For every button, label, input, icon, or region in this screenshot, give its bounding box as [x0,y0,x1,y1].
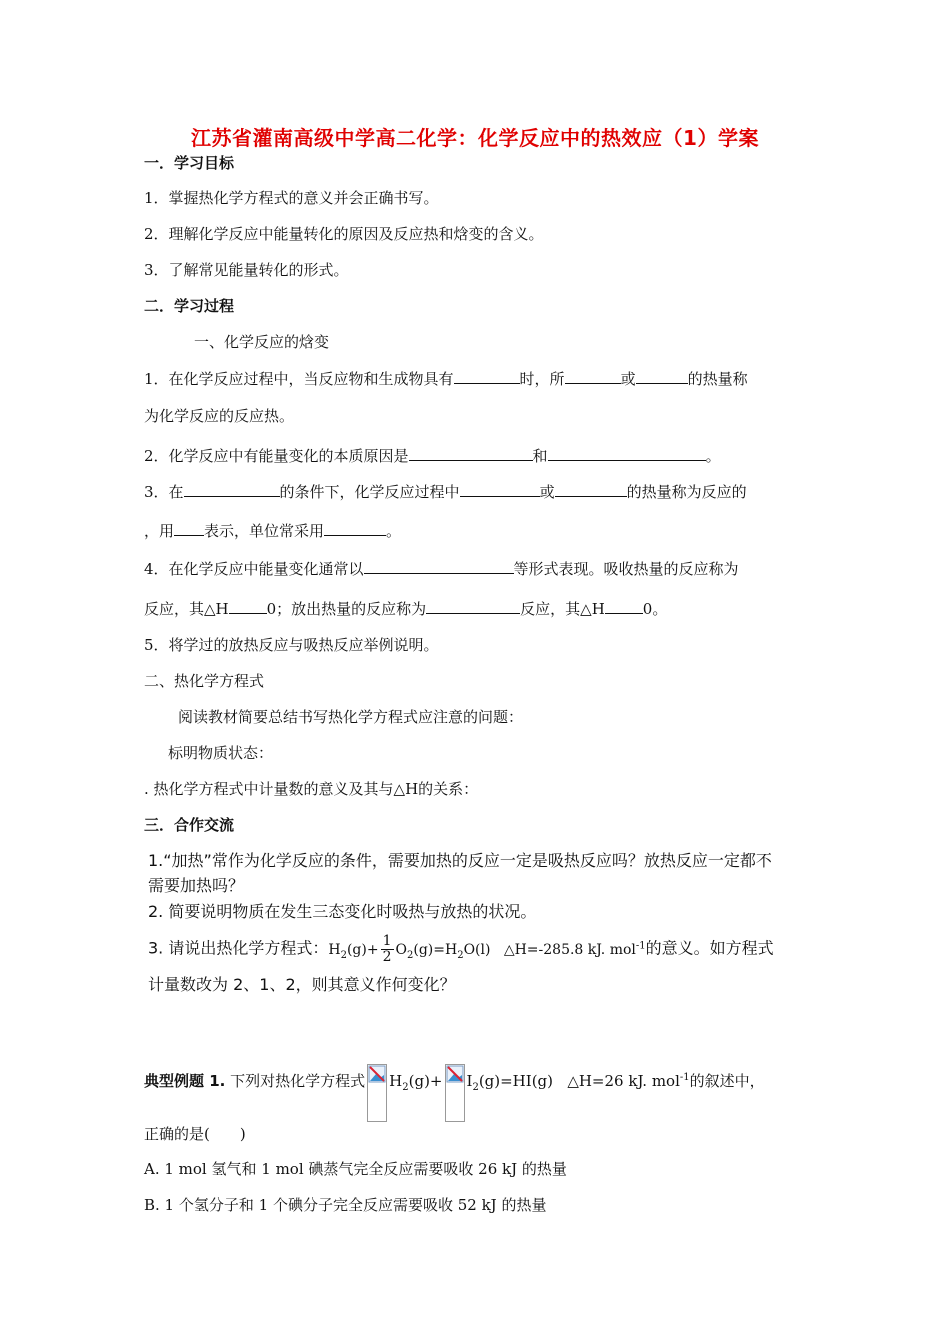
blank[interactable] [324,520,386,536]
question-3: 3．在 的条件下，化学反应过程中 或 的热量称为反应的 [144,483,747,501]
section-heading-cooperation: 三．合作交流 [144,816,235,834]
example-1-cont: 正确的是( ) [144,1125,246,1143]
section-heading-process: 二．学习过程 [144,297,235,315]
blank[interactable] [229,598,267,614]
blank[interactable] [409,445,533,461]
blank[interactable] [605,598,643,614]
coefficient-note: . 热化学方程式中计量数的意义及其与△H的关系： [144,780,479,798]
blank[interactable] [555,481,627,497]
discussion-3: 3. 请说出热化学方程式：$H_2(g)+$ $\frac{1}{2}$ $O_2(g)=H_2O(l)$ △H=-285.8 kJ. mol$^{-1}$的意义。如方程式 [148,933,774,966]
example-1: 典型例题 1. 下列对热化学方程式 $H_2(g)+$ $I_2(g)=HI(g)$ △H=26 kJ. mol$^{-1}$的叙述中， [144,1068,765,1126]
question-1-cont: 为化学反应的反应热。 [144,407,295,425]
discussion-3-cont: 计量数改为 2、1、2，则其意义作何变化？ [148,975,456,994]
objective-item: 1．掌握热化学方程式的意义并会正确书写。 [144,189,439,207]
fraction-one-half: $\frac{1}{2}$ [382,933,392,966]
reading-instruction: 阅读教材简要总结书写热化学方程式应注意的问题： [178,708,524,726]
discussion-2: 2. 简要说明物质在发生三态变化时吸热与放热的状况。 [148,902,537,921]
blank[interactable] [426,598,520,614]
blank[interactable] [460,481,540,497]
option-b: B. 1 个氢分子和 1 个碘分子完全反应需要吸收 52 kJ 的热量 [144,1196,547,1214]
question-5: 5．将学过的放热反应与吸热反应举例说明。 [144,636,439,654]
subsection-enthalpy: 一、化学反应的焓变 [194,333,330,351]
blank[interactable] [364,558,514,574]
blank[interactable] [174,520,204,536]
blank[interactable] [565,368,621,384]
option-a: A. 1 mol 氢气和 1 mol 碘蒸气完全反应需要吸收 26 kJ 的热量 [144,1160,567,1178]
equation: $H_2(g)+$ $\frac{1}{2}$ $O_2(g)=H_2O(l)$ △H=-285.8 kJ. mol$^{-1}$ [328,933,646,966]
question-3-cont: ，用 表示，单位常采用 。 [144,522,402,540]
question-1: 1．在化学反应过程中，当反应物和生成物具有 时，所 或 的热量称 [144,370,748,388]
question-4: 4．在化学反应中能量变化通常以 等形式表现。吸收热量的反应称为 [144,560,739,578]
state-note: 标明物质状态： [168,744,274,762]
discussion-1: 1.“加热”常作为化学反应的条件，需要加热的反应一定是吸热反应吗？放热反应一定都不 [148,851,772,870]
objective-item: 2．理解化学反应中能量转化的原因及反应热和焓变的含义。 [144,225,544,243]
subsection-thermochemical-equation: 二、热化学方程式 [144,672,265,690]
question-2: 2．化学反应中有能量变化的本质原因是 和 。 [144,447,721,465]
question-4-cont: 反应，其△H 0；放出热量的反应称为 反应，其△H 0。 [144,600,668,618]
blank[interactable] [454,368,520,384]
discussion-1-cont: 需要加热吗？ [148,876,245,895]
broken-image-icon [367,1064,387,1122]
broken-image-icon [445,1064,465,1122]
objective-item: 3．了解常见能量转化的形式。 [144,261,349,279]
blank[interactable] [636,368,688,384]
blank[interactable] [184,481,280,497]
blank[interactable] [548,445,706,461]
section-heading-objectives: 一．学习目标 [144,154,235,172]
document-title: 江苏省灌南高级中学高二化学：化学反应中的热效应（1）学案 [191,126,759,150]
